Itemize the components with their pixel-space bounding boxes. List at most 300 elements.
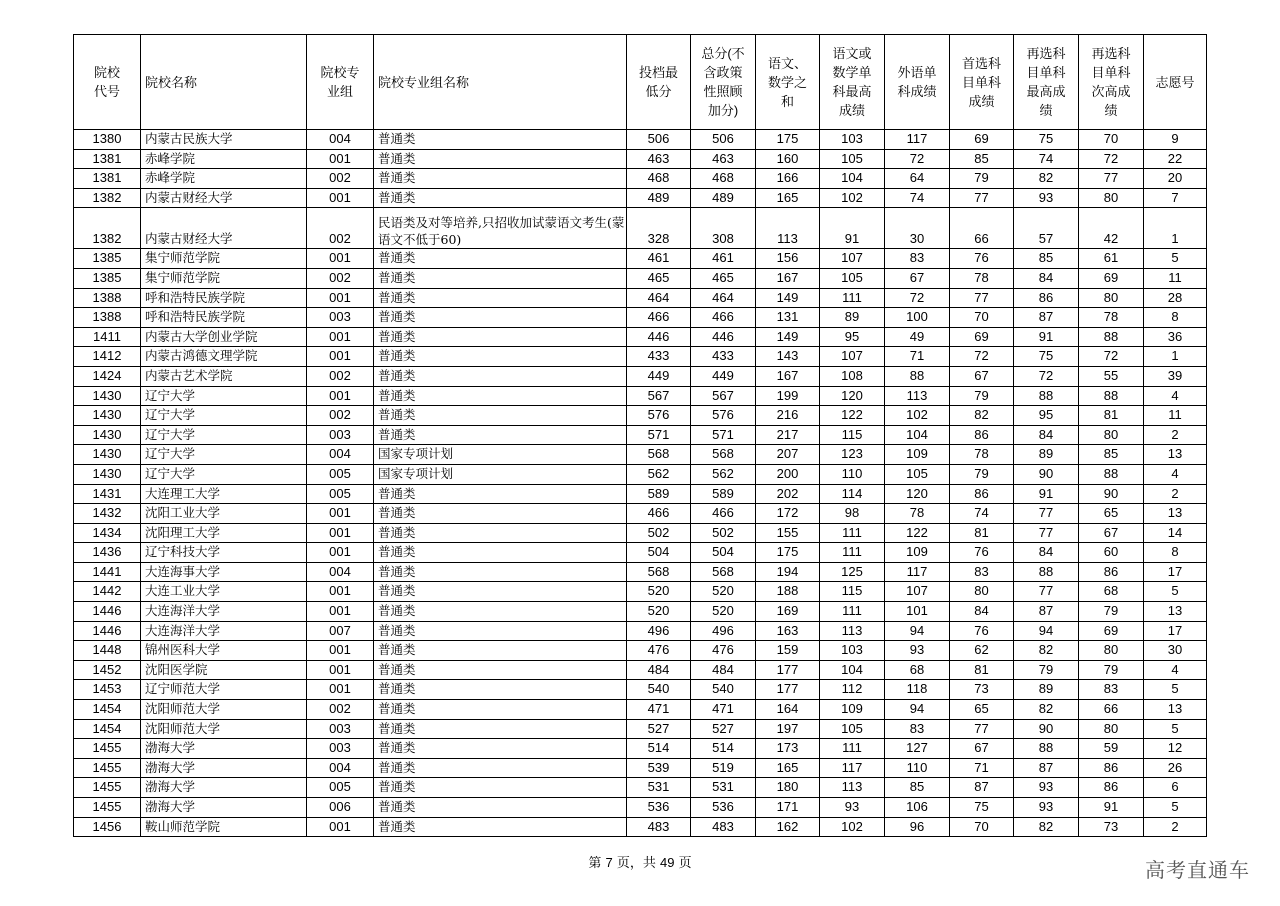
choice-number-cell: 13 bbox=[1144, 602, 1207, 622]
single-max-cell: 111 bbox=[820, 523, 885, 543]
school-code-cell: 1430 bbox=[74, 406, 141, 426]
reselect-max-cell: 93 bbox=[1014, 798, 1079, 818]
header-first-choice-subject: 首选科 目单科 成绩 bbox=[950, 35, 1014, 130]
choice-number-cell: 1 bbox=[1144, 208, 1207, 249]
group-name-cell: 普通类 bbox=[374, 562, 627, 582]
first-choice-cell: 82 bbox=[950, 406, 1014, 426]
table-row bbox=[74, 188, 1207, 208]
school-code-cell: 1442 bbox=[74, 582, 141, 602]
reselect-second-cell: 86 bbox=[1079, 562, 1144, 582]
first-choice-cell: 83 bbox=[950, 562, 1014, 582]
table-row bbox=[74, 641, 1207, 661]
foreign-language-cell: 94 bbox=[885, 621, 950, 641]
reselect-second-cell: 60 bbox=[1079, 543, 1144, 563]
min-score-cell: 433 bbox=[627, 347, 691, 367]
group-name-cell: 普通类 bbox=[374, 582, 627, 602]
reselect-second-cell: 67 bbox=[1079, 523, 1144, 543]
school-name-cell: 大连理工大学 bbox=[141, 484, 307, 504]
school-code-cell: 1448 bbox=[74, 641, 141, 661]
foreign-language-cell: 110 bbox=[885, 758, 950, 778]
page-footer bbox=[0, 852, 1280, 871]
total-score-cell: 502 bbox=[691, 523, 756, 543]
min-score-cell: 502 bbox=[627, 523, 691, 543]
single-max-cell: 98 bbox=[820, 504, 885, 524]
school-name-cell: 辽宁大学 bbox=[141, 406, 307, 426]
school-name-cell: 渤海大学 bbox=[141, 758, 307, 778]
group-name-cell: 普通类 bbox=[374, 347, 627, 367]
total-score-cell: 536 bbox=[691, 798, 756, 818]
min-score-cell: 562 bbox=[627, 464, 691, 484]
reselect-max-cell: 93 bbox=[1014, 188, 1079, 208]
group-name-cell: 普通类 bbox=[374, 406, 627, 426]
first-choice-cell: 73 bbox=[950, 680, 1014, 700]
school-code-cell: 1446 bbox=[74, 621, 141, 641]
school-code-cell: 1382 bbox=[74, 188, 141, 208]
school-code-cell: 1431 bbox=[74, 484, 141, 504]
min-score-cell: 539 bbox=[627, 758, 691, 778]
table-row bbox=[74, 130, 1207, 150]
total-score-cell: 567 bbox=[691, 386, 756, 406]
choice-number-cell: 30 bbox=[1144, 641, 1207, 661]
choice-number-cell: 6 bbox=[1144, 778, 1207, 798]
group-name-cell: 普通类 bbox=[374, 778, 627, 798]
foreign-language-cell: 93 bbox=[885, 641, 950, 661]
chinese-math-sum-cell: 169 bbox=[756, 602, 820, 622]
header-group-name: 院校专业组名称 bbox=[374, 35, 627, 130]
reselect-max-cell: 77 bbox=[1014, 523, 1079, 543]
school-name-cell: 呼和浩特民族学院 bbox=[141, 288, 307, 308]
total-score-cell: 527 bbox=[691, 719, 756, 739]
foreign-language-cell: 113 bbox=[885, 386, 950, 406]
group-code-cell: 004 bbox=[307, 562, 374, 582]
school-name-cell: 内蒙古大学创业学院 bbox=[141, 327, 307, 347]
table-row bbox=[74, 308, 1207, 328]
table-row bbox=[74, 445, 1207, 465]
school-name-cell: 辽宁大学 bbox=[141, 386, 307, 406]
foreign-language-cell: 83 bbox=[885, 249, 950, 269]
foreign-language-cell: 117 bbox=[885, 562, 950, 582]
min-score-cell: 489 bbox=[627, 188, 691, 208]
min-score-cell: 540 bbox=[627, 680, 691, 700]
group-code-cell: 003 bbox=[307, 739, 374, 759]
chinese-math-sum-cell: 180 bbox=[756, 778, 820, 798]
first-choice-cell: 67 bbox=[950, 366, 1014, 386]
reselect-max-cell: 87 bbox=[1014, 758, 1079, 778]
first-choice-cell: 78 bbox=[950, 268, 1014, 288]
school-name-cell: 集宁师范学院 bbox=[141, 268, 307, 288]
single-max-cell: 105 bbox=[820, 149, 885, 169]
foreign-language-cell: 101 bbox=[885, 602, 950, 622]
choice-number-cell: 20 bbox=[1144, 169, 1207, 189]
group-code-cell: 002 bbox=[307, 169, 374, 189]
table-row bbox=[74, 149, 1207, 169]
first-choice-cell: 79 bbox=[950, 386, 1014, 406]
total-score-cell: 568 bbox=[691, 562, 756, 582]
min-score-cell: 520 bbox=[627, 582, 691, 602]
group-code-cell: 001 bbox=[307, 582, 374, 602]
reselect-max-cell: 84 bbox=[1014, 268, 1079, 288]
chinese-math-sum-cell: 164 bbox=[756, 700, 820, 720]
school-name-cell: 沈阳理工大学 bbox=[141, 523, 307, 543]
group-name-cell: 普通类 bbox=[374, 188, 627, 208]
chinese-math-sum-cell: 156 bbox=[756, 249, 820, 269]
group-code-cell: 003 bbox=[307, 719, 374, 739]
min-score-cell: 468 bbox=[627, 169, 691, 189]
min-score-cell: 463 bbox=[627, 149, 691, 169]
group-name-cell: 普通类 bbox=[374, 484, 627, 504]
chinese-math-sum-cell: 160 bbox=[756, 149, 820, 169]
school-code-cell: 1455 bbox=[74, 758, 141, 778]
first-choice-cell: 81 bbox=[950, 523, 1014, 543]
reselect-second-cell: 72 bbox=[1079, 347, 1144, 367]
table-row bbox=[74, 798, 1207, 818]
group-code-cell: 001 bbox=[307, 386, 374, 406]
group-name-cell: 普通类 bbox=[374, 680, 627, 700]
group-name-cell: 普通类 bbox=[374, 739, 627, 759]
school-code-cell: 1424 bbox=[74, 366, 141, 386]
single-max-cell: 105 bbox=[820, 719, 885, 739]
school-code-cell: 1385 bbox=[74, 268, 141, 288]
foreign-language-cell: 71 bbox=[885, 347, 950, 367]
total-score-cell: 471 bbox=[691, 700, 756, 720]
single-max-cell: 108 bbox=[820, 366, 885, 386]
single-max-cell: 122 bbox=[820, 406, 885, 426]
single-max-cell: 117 bbox=[820, 758, 885, 778]
choice-number-cell: 26 bbox=[1144, 758, 1207, 778]
reselect-max-cell: 75 bbox=[1014, 130, 1079, 150]
first-choice-cell: 69 bbox=[950, 130, 1014, 150]
group-name-cell: 普通类 bbox=[374, 130, 627, 150]
group-code-cell: 003 bbox=[307, 425, 374, 445]
footer-page-number: 7 bbox=[605, 855, 613, 870]
group-code-cell: 001 bbox=[307, 149, 374, 169]
school-name-cell: 鞍山师范学院 bbox=[141, 817, 307, 837]
total-score-cell: 576 bbox=[691, 406, 756, 426]
choice-number-cell: 5 bbox=[1144, 249, 1207, 269]
min-score-cell: 571 bbox=[627, 425, 691, 445]
table-row bbox=[74, 169, 1207, 189]
reselect-second-cell: 42 bbox=[1079, 208, 1144, 249]
reselect-second-cell: 66 bbox=[1079, 700, 1144, 720]
choice-number-cell: 5 bbox=[1144, 798, 1207, 818]
min-score-cell: 484 bbox=[627, 660, 691, 680]
single-max-cell: 89 bbox=[820, 308, 885, 328]
min-score-cell: 483 bbox=[627, 817, 691, 837]
school-name-cell: 大连海洋大学 bbox=[141, 602, 307, 622]
choice-number-cell: 8 bbox=[1144, 308, 1207, 328]
reselect-second-cell: 80 bbox=[1079, 719, 1144, 739]
chinese-math-sum-cell: 199 bbox=[756, 386, 820, 406]
school-name-cell: 内蒙古财经大学 bbox=[141, 208, 307, 249]
school-code-cell: 1446 bbox=[74, 602, 141, 622]
school-code-cell: 1430 bbox=[74, 425, 141, 445]
group-code-cell: 001 bbox=[307, 288, 374, 308]
first-choice-cell: 77 bbox=[950, 719, 1014, 739]
first-choice-cell: 87 bbox=[950, 778, 1014, 798]
single-max-cell: 105 bbox=[820, 268, 885, 288]
reselect-max-cell: 84 bbox=[1014, 543, 1079, 563]
min-score-cell: 576 bbox=[627, 406, 691, 426]
table-row bbox=[74, 366, 1207, 386]
school-name-cell: 集宁师范学院 bbox=[141, 249, 307, 269]
chinese-math-sum-cell: 207 bbox=[756, 445, 820, 465]
school-code-cell: 1381 bbox=[74, 149, 141, 169]
total-score-cell: 468 bbox=[691, 169, 756, 189]
choice-number-cell: 17 bbox=[1144, 621, 1207, 641]
school-name-cell: 渤海大学 bbox=[141, 798, 307, 818]
reselect-second-cell: 68 bbox=[1079, 582, 1144, 602]
min-score-cell: 464 bbox=[627, 288, 691, 308]
school-code-cell: 1452 bbox=[74, 660, 141, 680]
first-choice-cell: 62 bbox=[950, 641, 1014, 661]
choice-number-cell: 22 bbox=[1144, 149, 1207, 169]
single-max-cell: 110 bbox=[820, 464, 885, 484]
single-max-cell: 91 bbox=[820, 208, 885, 249]
table-row bbox=[74, 484, 1207, 504]
min-score-cell: 461 bbox=[627, 249, 691, 269]
single-max-cell: 111 bbox=[820, 739, 885, 759]
school-code-cell: 1454 bbox=[74, 719, 141, 739]
reselect-max-cell: 82 bbox=[1014, 641, 1079, 661]
total-score-cell: 308 bbox=[691, 208, 756, 249]
chinese-math-sum-cell: 217 bbox=[756, 425, 820, 445]
reselect-max-cell: 89 bbox=[1014, 680, 1079, 700]
reselect-second-cell: 81 bbox=[1079, 406, 1144, 426]
reselect-second-cell: 80 bbox=[1079, 188, 1144, 208]
school-code-cell: 1441 bbox=[74, 562, 141, 582]
first-choice-cell: 76 bbox=[950, 249, 1014, 269]
school-name-cell: 锦州医科大学 bbox=[141, 641, 307, 661]
group-code-cell: 001 bbox=[307, 327, 374, 347]
chinese-math-sum-cell: 162 bbox=[756, 817, 820, 837]
group-name-cell: 普通类 bbox=[374, 288, 627, 308]
chinese-math-sum-cell: 188 bbox=[756, 582, 820, 602]
single-max-cell: 107 bbox=[820, 249, 885, 269]
school-name-cell: 内蒙古财经大学 bbox=[141, 188, 307, 208]
group-name-cell: 普通类 bbox=[374, 817, 627, 837]
chinese-math-sum-cell: 167 bbox=[756, 366, 820, 386]
header-chinese-or-math-max: 语文或 数学单 科最高 成绩 bbox=[820, 35, 885, 130]
header-school-name: 院校名称 bbox=[141, 35, 307, 130]
choice-number-cell: 14 bbox=[1144, 523, 1207, 543]
group-code-cell: 002 bbox=[307, 208, 374, 249]
reselect-max-cell: 88 bbox=[1014, 739, 1079, 759]
single-max-cell: 93 bbox=[820, 798, 885, 818]
reselect-max-cell: 88 bbox=[1014, 562, 1079, 582]
reselect-second-cell: 80 bbox=[1079, 288, 1144, 308]
choice-number-cell: 5 bbox=[1144, 680, 1207, 700]
group-code-cell: 001 bbox=[307, 641, 374, 661]
group-name-cell: 普通类 bbox=[374, 543, 627, 563]
reselect-second-cell: 88 bbox=[1079, 464, 1144, 484]
header-reselect-max: 再选科 目单科 最高成 绩 bbox=[1014, 35, 1079, 130]
reselect-second-cell: 85 bbox=[1079, 445, 1144, 465]
school-code-cell: 1430 bbox=[74, 445, 141, 465]
header-group-code: 院校专 业组 bbox=[307, 35, 374, 130]
foreign-language-cell: 105 bbox=[885, 464, 950, 484]
reselect-max-cell: 57 bbox=[1014, 208, 1079, 249]
foreign-language-cell: 102 bbox=[885, 406, 950, 426]
foreign-language-cell: 49 bbox=[885, 327, 950, 347]
reselect-max-cell: 77 bbox=[1014, 582, 1079, 602]
min-score-cell: 531 bbox=[627, 778, 691, 798]
school-name-cell: 渤海大学 bbox=[141, 778, 307, 798]
first-choice-cell: 78 bbox=[950, 445, 1014, 465]
table-row bbox=[74, 288, 1207, 308]
footer-prefix: 第 bbox=[588, 856, 606, 871]
group-code-cell: 004 bbox=[307, 445, 374, 465]
group-name-cell: 普通类 bbox=[374, 700, 627, 720]
foreign-language-cell: 122 bbox=[885, 523, 950, 543]
group-name-cell: 普通类 bbox=[374, 798, 627, 818]
single-max-cell: 123 bbox=[820, 445, 885, 465]
table-row bbox=[74, 660, 1207, 680]
reselect-second-cell: 90 bbox=[1079, 484, 1144, 504]
table-row bbox=[74, 758, 1207, 778]
min-score-cell: 465 bbox=[627, 268, 691, 288]
choice-number-cell: 4 bbox=[1144, 464, 1207, 484]
group-code-cell: 007 bbox=[307, 621, 374, 641]
admission-score-table bbox=[73, 34, 1207, 837]
choice-number-cell: 13 bbox=[1144, 445, 1207, 465]
group-code-cell: 001 bbox=[307, 347, 374, 367]
single-max-cell: 102 bbox=[820, 188, 885, 208]
first-choice-cell: 79 bbox=[950, 169, 1014, 189]
school-code-cell: 1455 bbox=[74, 778, 141, 798]
reselect-max-cell: 88 bbox=[1014, 386, 1079, 406]
header-chinese-math-sum: 语文、 数学之 和 bbox=[756, 35, 820, 130]
single-max-cell: 103 bbox=[820, 641, 885, 661]
school-name-cell: 大连海洋大学 bbox=[141, 621, 307, 641]
reselect-second-cell: 88 bbox=[1079, 327, 1144, 347]
table-row bbox=[74, 562, 1207, 582]
reselect-second-cell: 55 bbox=[1079, 366, 1144, 386]
total-score-cell: 589 bbox=[691, 484, 756, 504]
foreign-language-cell: 74 bbox=[885, 188, 950, 208]
single-max-cell: 114 bbox=[820, 484, 885, 504]
group-code-cell: 004 bbox=[307, 758, 374, 778]
total-score-cell: 514 bbox=[691, 739, 756, 759]
reselect-second-cell: 61 bbox=[1079, 249, 1144, 269]
foreign-language-cell: 94 bbox=[885, 700, 950, 720]
total-score-cell: 476 bbox=[691, 641, 756, 661]
school-code-cell: 1381 bbox=[74, 169, 141, 189]
group-name-cell: 普通类 bbox=[374, 621, 627, 641]
min-score-cell: 466 bbox=[627, 308, 691, 328]
min-score-cell: 520 bbox=[627, 602, 691, 622]
choice-number-cell: 36 bbox=[1144, 327, 1207, 347]
group-code-cell: 005 bbox=[307, 484, 374, 504]
school-code-cell: 1455 bbox=[74, 739, 141, 759]
reselect-max-cell: 86 bbox=[1014, 288, 1079, 308]
table-row bbox=[74, 680, 1207, 700]
chinese-math-sum-cell: 143 bbox=[756, 347, 820, 367]
total-score-cell: 571 bbox=[691, 425, 756, 445]
header-reselect-second: 再选科 目单科 次高成 绩 bbox=[1079, 35, 1144, 130]
reselect-max-cell: 89 bbox=[1014, 445, 1079, 465]
school-name-cell: 渤海大学 bbox=[141, 739, 307, 759]
reselect-second-cell: 72 bbox=[1079, 149, 1144, 169]
header-row bbox=[74, 35, 1207, 130]
school-code-cell: 1385 bbox=[74, 249, 141, 269]
single-max-cell: 111 bbox=[820, 602, 885, 622]
reselect-second-cell: 78 bbox=[1079, 308, 1144, 328]
admission-score-table-container bbox=[73, 34, 1207, 837]
foreign-language-cell: 85 bbox=[885, 778, 950, 798]
choice-number-cell: 2 bbox=[1144, 817, 1207, 837]
table-row bbox=[74, 621, 1207, 641]
group-name-cell: 普通类 bbox=[374, 425, 627, 445]
table-row bbox=[74, 582, 1207, 602]
reselect-max-cell: 87 bbox=[1014, 308, 1079, 328]
group-code-cell: 005 bbox=[307, 464, 374, 484]
foreign-language-cell: 96 bbox=[885, 817, 950, 837]
choice-number-cell: 17 bbox=[1144, 562, 1207, 582]
table-row bbox=[74, 208, 1207, 249]
total-score-cell: 461 bbox=[691, 249, 756, 269]
chinese-math-sum-cell: 166 bbox=[756, 169, 820, 189]
first-choice-cell: 75 bbox=[950, 798, 1014, 818]
school-name-cell: 沈阳医学院 bbox=[141, 660, 307, 680]
table-row bbox=[74, 425, 1207, 445]
school-name-cell: 辽宁师范大学 bbox=[141, 680, 307, 700]
reselect-max-cell: 91 bbox=[1014, 327, 1079, 347]
min-score-cell: 504 bbox=[627, 543, 691, 563]
foreign-language-cell: 67 bbox=[885, 268, 950, 288]
total-score-cell: 433 bbox=[691, 347, 756, 367]
chinese-math-sum-cell: 165 bbox=[756, 758, 820, 778]
table-row bbox=[74, 739, 1207, 759]
single-max-cell: 109 bbox=[820, 700, 885, 720]
school-code-cell: 1380 bbox=[74, 130, 141, 150]
group-code-cell: 001 bbox=[307, 660, 374, 680]
min-score-cell: 449 bbox=[627, 366, 691, 386]
total-score-cell: 463 bbox=[691, 149, 756, 169]
group-code-cell: 003 bbox=[307, 308, 374, 328]
min-score-cell: 536 bbox=[627, 798, 691, 818]
chinese-math-sum-cell: 167 bbox=[756, 268, 820, 288]
first-choice-cell: 67 bbox=[950, 739, 1014, 759]
min-score-cell: 568 bbox=[627, 562, 691, 582]
group-name-cell: 普通类 bbox=[374, 758, 627, 778]
total-score-cell: 562 bbox=[691, 464, 756, 484]
school-code-cell: 1412 bbox=[74, 347, 141, 367]
table-row bbox=[74, 249, 1207, 269]
first-choice-cell: 69 bbox=[950, 327, 1014, 347]
group-code-cell: 001 bbox=[307, 523, 374, 543]
header-school-code: 院校 代号 bbox=[74, 35, 141, 130]
reselect-max-cell: 93 bbox=[1014, 778, 1079, 798]
reselect-second-cell: 79 bbox=[1079, 660, 1144, 680]
chinese-math-sum-cell: 173 bbox=[756, 739, 820, 759]
group-name-cell: 普通类 bbox=[374, 523, 627, 543]
group-name-cell: 普通类 bbox=[374, 169, 627, 189]
min-score-cell: 527 bbox=[627, 719, 691, 739]
school-code-cell: 1436 bbox=[74, 543, 141, 563]
first-choice-cell: 71 bbox=[950, 758, 1014, 778]
foreign-language-cell: 107 bbox=[885, 582, 950, 602]
table-body bbox=[74, 130, 1207, 837]
table-row bbox=[74, 523, 1207, 543]
total-score-cell: 449 bbox=[691, 366, 756, 386]
choice-number-cell: 2 bbox=[1144, 484, 1207, 504]
chinese-math-sum-cell: 200 bbox=[756, 464, 820, 484]
total-score-cell: 446 bbox=[691, 327, 756, 347]
single-max-cell: 104 bbox=[820, 660, 885, 680]
reselect-max-cell: 74 bbox=[1014, 149, 1079, 169]
foreign-language-cell: 64 bbox=[885, 169, 950, 189]
table-row bbox=[74, 406, 1207, 426]
